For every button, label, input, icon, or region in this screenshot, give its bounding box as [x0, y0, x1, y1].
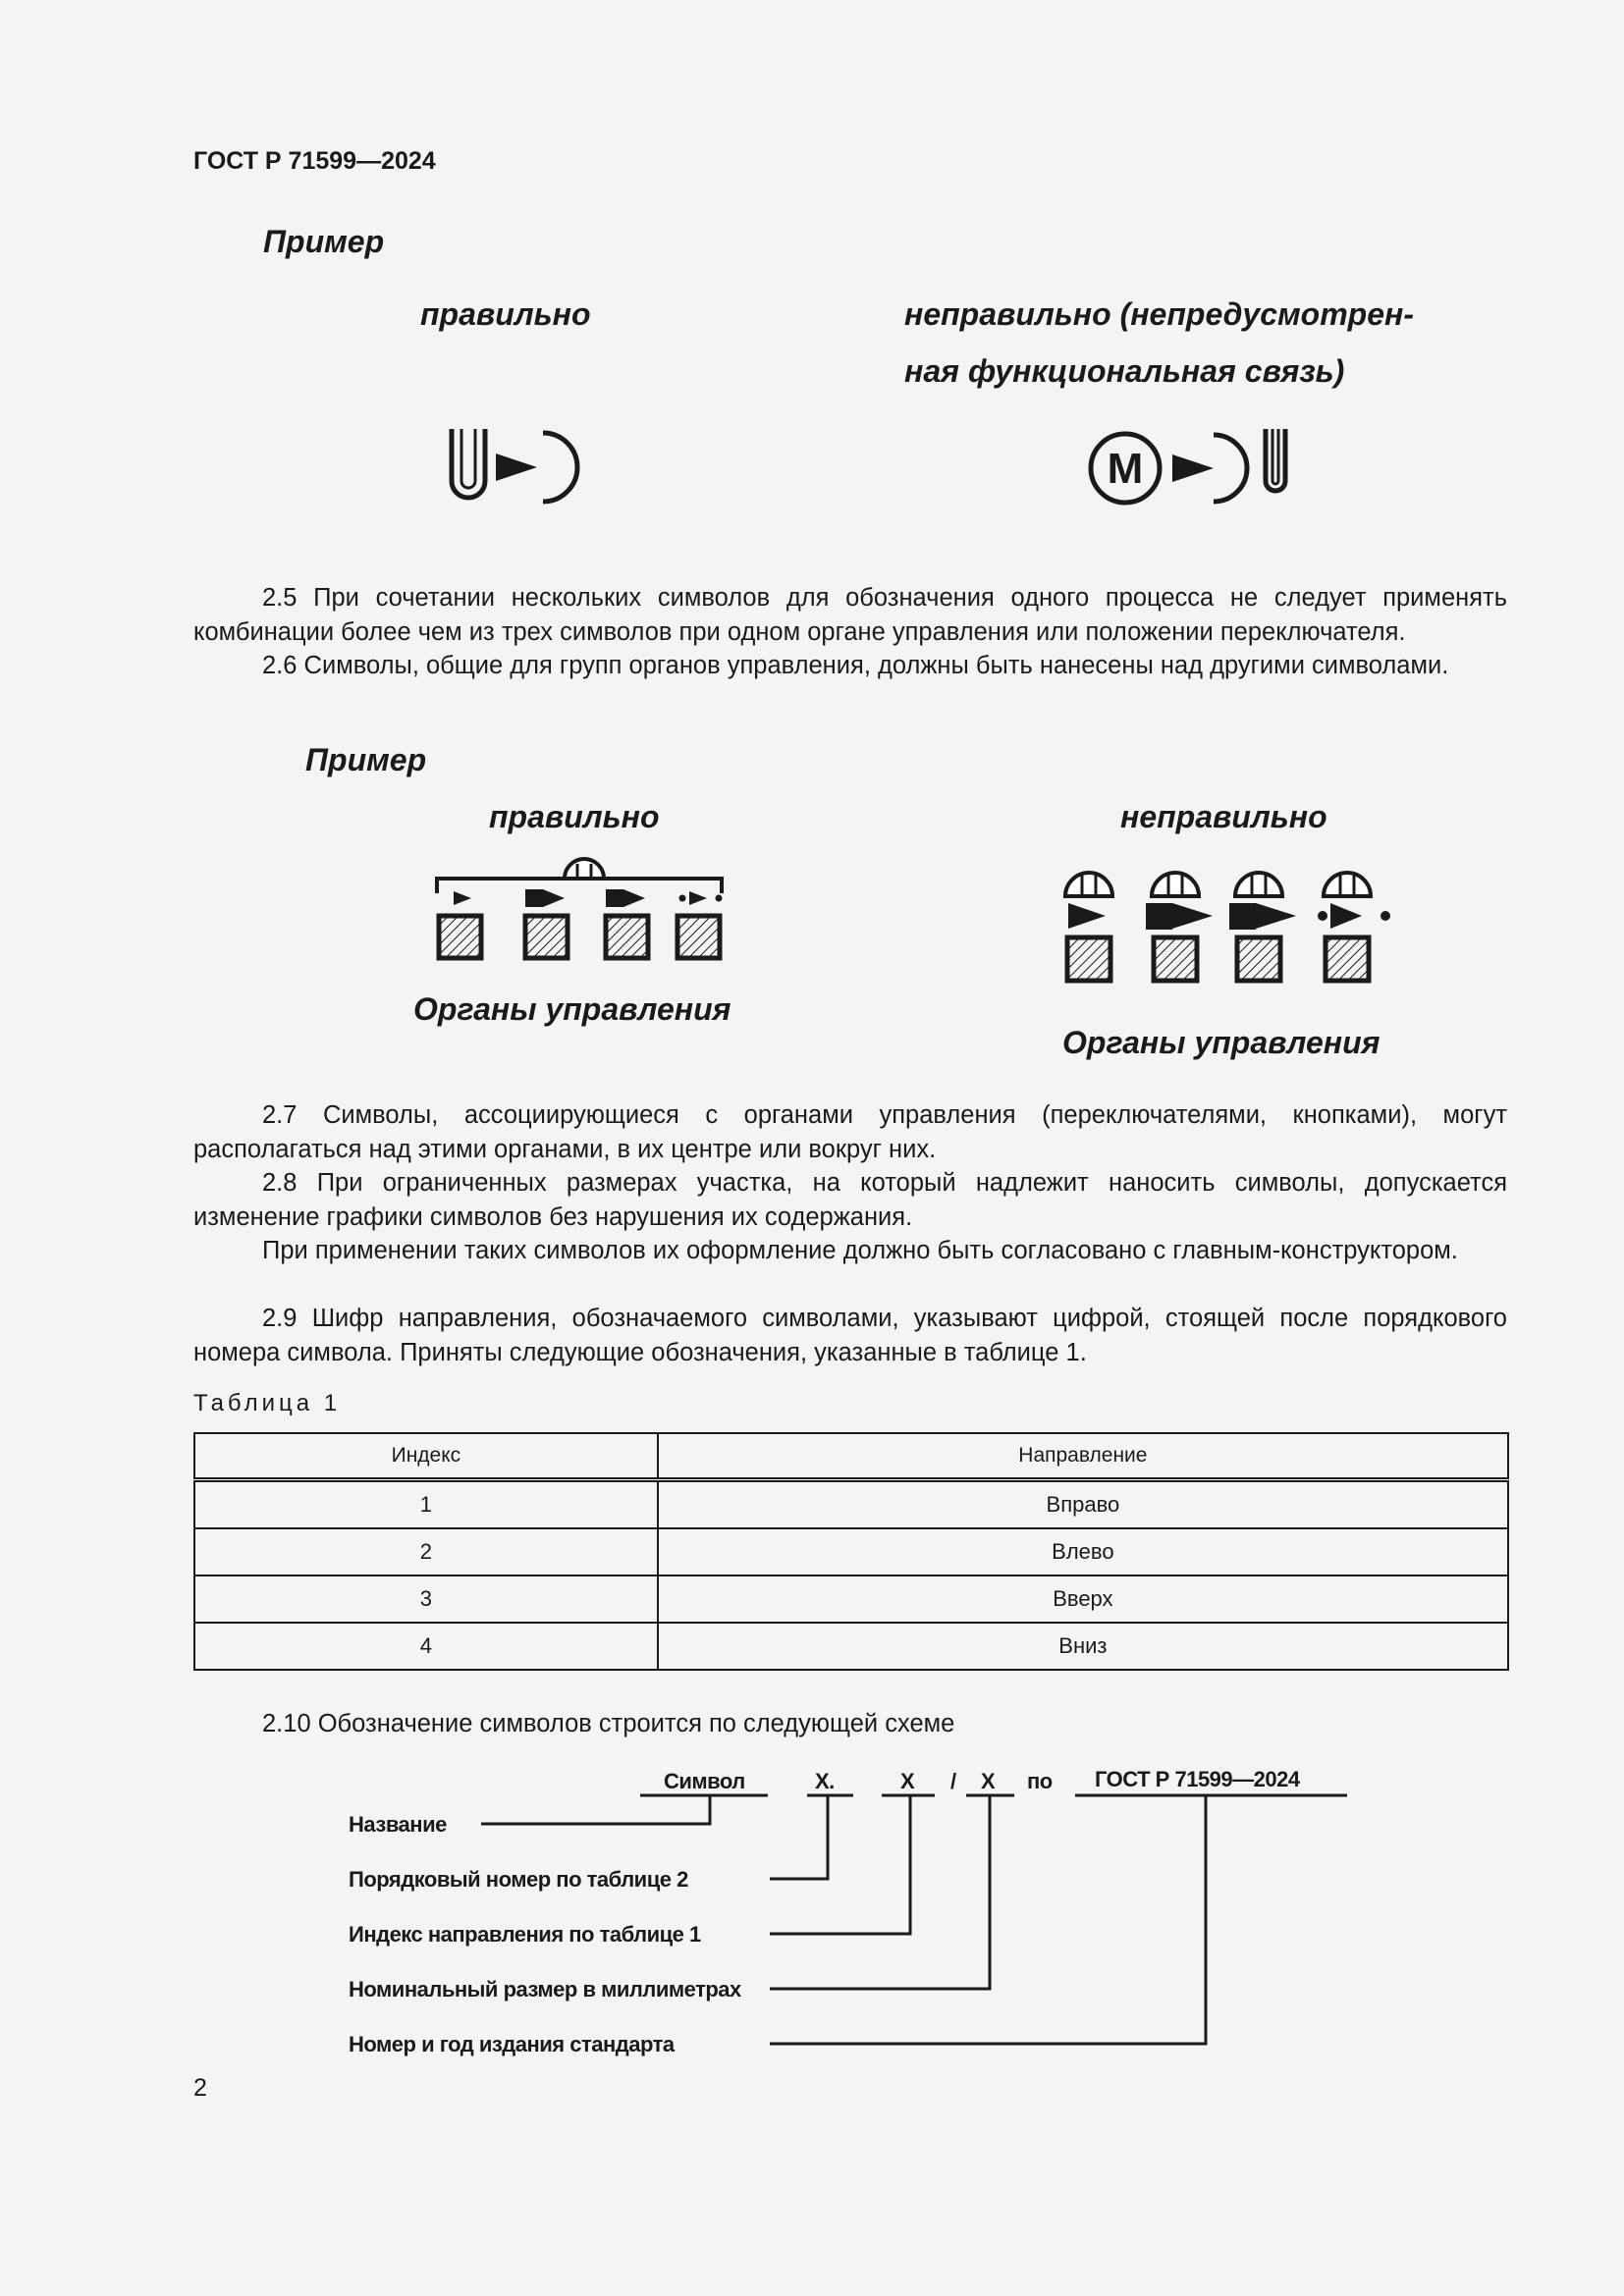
scheme-x2: X — [900, 1769, 915, 1793]
table-caption: Таблица 1 — [193, 1390, 342, 1416]
table-cell-index: 4 — [194, 1623, 658, 1670]
correct-label: правильно — [420, 296, 591, 332]
scheme-label-direction: Индекс направления по таблице 1 — [349, 1922, 701, 1947]
caption-controls-left: Органы управления — [413, 991, 731, 1027]
page-number: 2 — [193, 2074, 207, 2102]
scheme-label-name: Название — [349, 1812, 447, 1837]
paragraph-2-5: 2.5 При сочетании нескольких символов для обозначения одного процесса не следует применять комбинации более чем из трех символов при одном органе управления или положении переключателя. — [193, 584, 1507, 646]
paragraph-2-7: 2.7 Символы, ассоциирующиеся с органами управления (переключателями, кнопками), могут располагаться над этими органами, в их центре или вокруг них. — [193, 1101, 1507, 1163]
paragraph-2-9: 2.9 Шифр направления, обозначаемого символами, указывают цифрой, стоящей после порядкового номера символа. Приняты следующие обозначения, указанные в таблице 1. — [193, 1305, 1507, 1366]
paragraph-2-8b: При применении таких символов их оформление должно быть согласовано с главным-конструктором. — [262, 1237, 1458, 1264]
incorrect-label-line1: неправильно (непредусмотрен- — [904, 296, 1414, 332]
scheme-slash: / — [950, 1769, 956, 1793]
example-label-2: Пример — [305, 742, 427, 777]
motor-letter: М — [1107, 445, 1144, 493]
scheme-symbol: Символ — [664, 1769, 745, 1793]
document-header: ГОСТ Р 71599—2024 — [193, 147, 436, 175]
scheme-x3: X — [981, 1769, 996, 1793]
table-cell-direction: Вправо — [658, 1480, 1508, 1529]
paragraph-2-10: 2.10 Обозначение символов строится по следующей схеме — [262, 1710, 955, 1737]
table-cell-direction: Вверх — [658, 1575, 1508, 1623]
scheme-po: по — [1027, 1769, 1053, 1793]
paragraph-2-8: 2.8 При ограниченных размерах участка, на который надлежит наносить символы, допускается изменение графики символов без нарушения их содержания. — [193, 1169, 1507, 1231]
scheme-standard: ГОСТ Р 71599—2024 — [1095, 1767, 1300, 1791]
scheme-label-size: Номинальный размер в миллиметрах — [349, 1977, 741, 2002]
table-header-direction: Направление — [658, 1433, 1508, 1480]
table-cell-index: 3 — [194, 1575, 658, 1623]
scheme-label-standard: Номер и год издания стандарта — [349, 2032, 675, 2056]
table-cell-index: 2 — [194, 1528, 658, 1575]
scheme-label-ordinal: Порядковый номер по таблице 2 — [349, 1867, 688, 1892]
paragraph-2-6: 2.6 Символы, общие для групп органов управления, должны быть нанесены над другими символами. — [262, 652, 1449, 679]
table-cell-direction: Вниз — [658, 1623, 1508, 1670]
correct-label-2: правильно — [489, 799, 660, 834]
incorrect-label-line2: ная функциональная связь) — [904, 353, 1345, 389]
table-header-index: Индекс — [194, 1433, 658, 1480]
scheme-x1: X. — [815, 1769, 835, 1793]
table-cell-index: 1 — [194, 1480, 658, 1529]
table-cell-direction: Влево — [658, 1528, 1508, 1575]
incorrect-label-2: неправильно — [1120, 799, 1327, 834]
caption-controls-right: Органы управления — [1062, 1025, 1380, 1060]
example-label: Пример — [263, 224, 385, 259]
